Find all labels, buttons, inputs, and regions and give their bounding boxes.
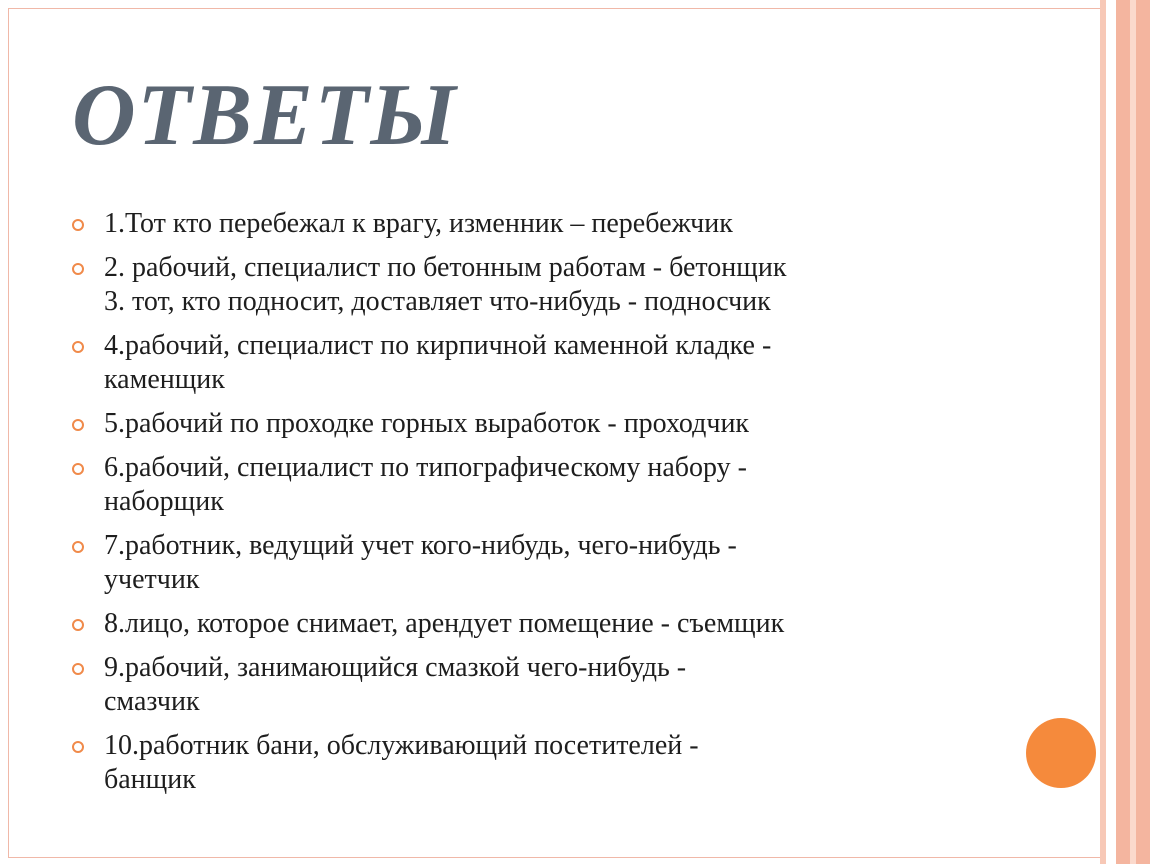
item-text: 10.работник бани, обслуживающий посетителей - <box>104 730 699 761</box>
list-item <box>72 251 1032 319</box>
item-text: 8.лицо, которое снимает, арендует помещение - съемщик <box>104 608 785 639</box>
item-text: банщик <box>104 764 196 795</box>
bullet-icon <box>72 541 84 553</box>
decor-circle-icon <box>1026 718 1096 788</box>
item-text: 7.работник, ведущий учет кого-нибудь, чего-нибудь - <box>104 530 737 561</box>
item-text: учетчик <box>104 564 200 595</box>
item-text: 2. рабочий, специалист по бетонным работам - бетонщик <box>104 252 787 283</box>
item-text: каменщик <box>104 364 225 395</box>
decor-band <box>1136 0 1150 864</box>
list-item <box>72 451 1032 519</box>
list-item <box>72 607 1032 641</box>
item-text: наборщик <box>104 486 224 517</box>
item-text: 6.рабочий, специалист по типографическому набору - <box>104 452 747 483</box>
decor-band <box>1116 0 1130 864</box>
bullet-icon <box>72 463 84 475</box>
bullet-icon <box>72 341 84 353</box>
bullet-icon <box>72 619 84 631</box>
item-text: 4.рабочий, специалист по кирпичной каменной кладке - <box>104 330 772 361</box>
list-item <box>72 651 1032 719</box>
item-text: 1.Тот кто перебежал к врагу, изменник – перебежчик <box>104 208 733 239</box>
bullet-icon <box>72 741 84 753</box>
item-text: смазчик <box>104 686 200 717</box>
decor-band <box>1106 0 1116 864</box>
bullet-icon <box>72 219 84 231</box>
list-item <box>72 207 1032 241</box>
list-item <box>72 529 1032 597</box>
bullet-icon <box>72 419 84 431</box>
list-item <box>72 729 1032 797</box>
item-text: 3. тот, кто подносит, доставляет что-нибудь - подносчик <box>104 286 771 317</box>
bullet-icon <box>72 663 84 675</box>
slide-title: ОТВЕТЫ <box>72 67 458 164</box>
item-text: 9.рабочий, занимающийся смазкой чего-нибудь - <box>104 652 687 683</box>
list-item <box>72 329 1032 397</box>
list-item <box>72 407 1032 441</box>
bullet-icon <box>72 263 84 275</box>
answers-list <box>72 207 1032 807</box>
item-text: 5.рабочий по проходке горных выработок - проходчик <box>104 408 750 439</box>
